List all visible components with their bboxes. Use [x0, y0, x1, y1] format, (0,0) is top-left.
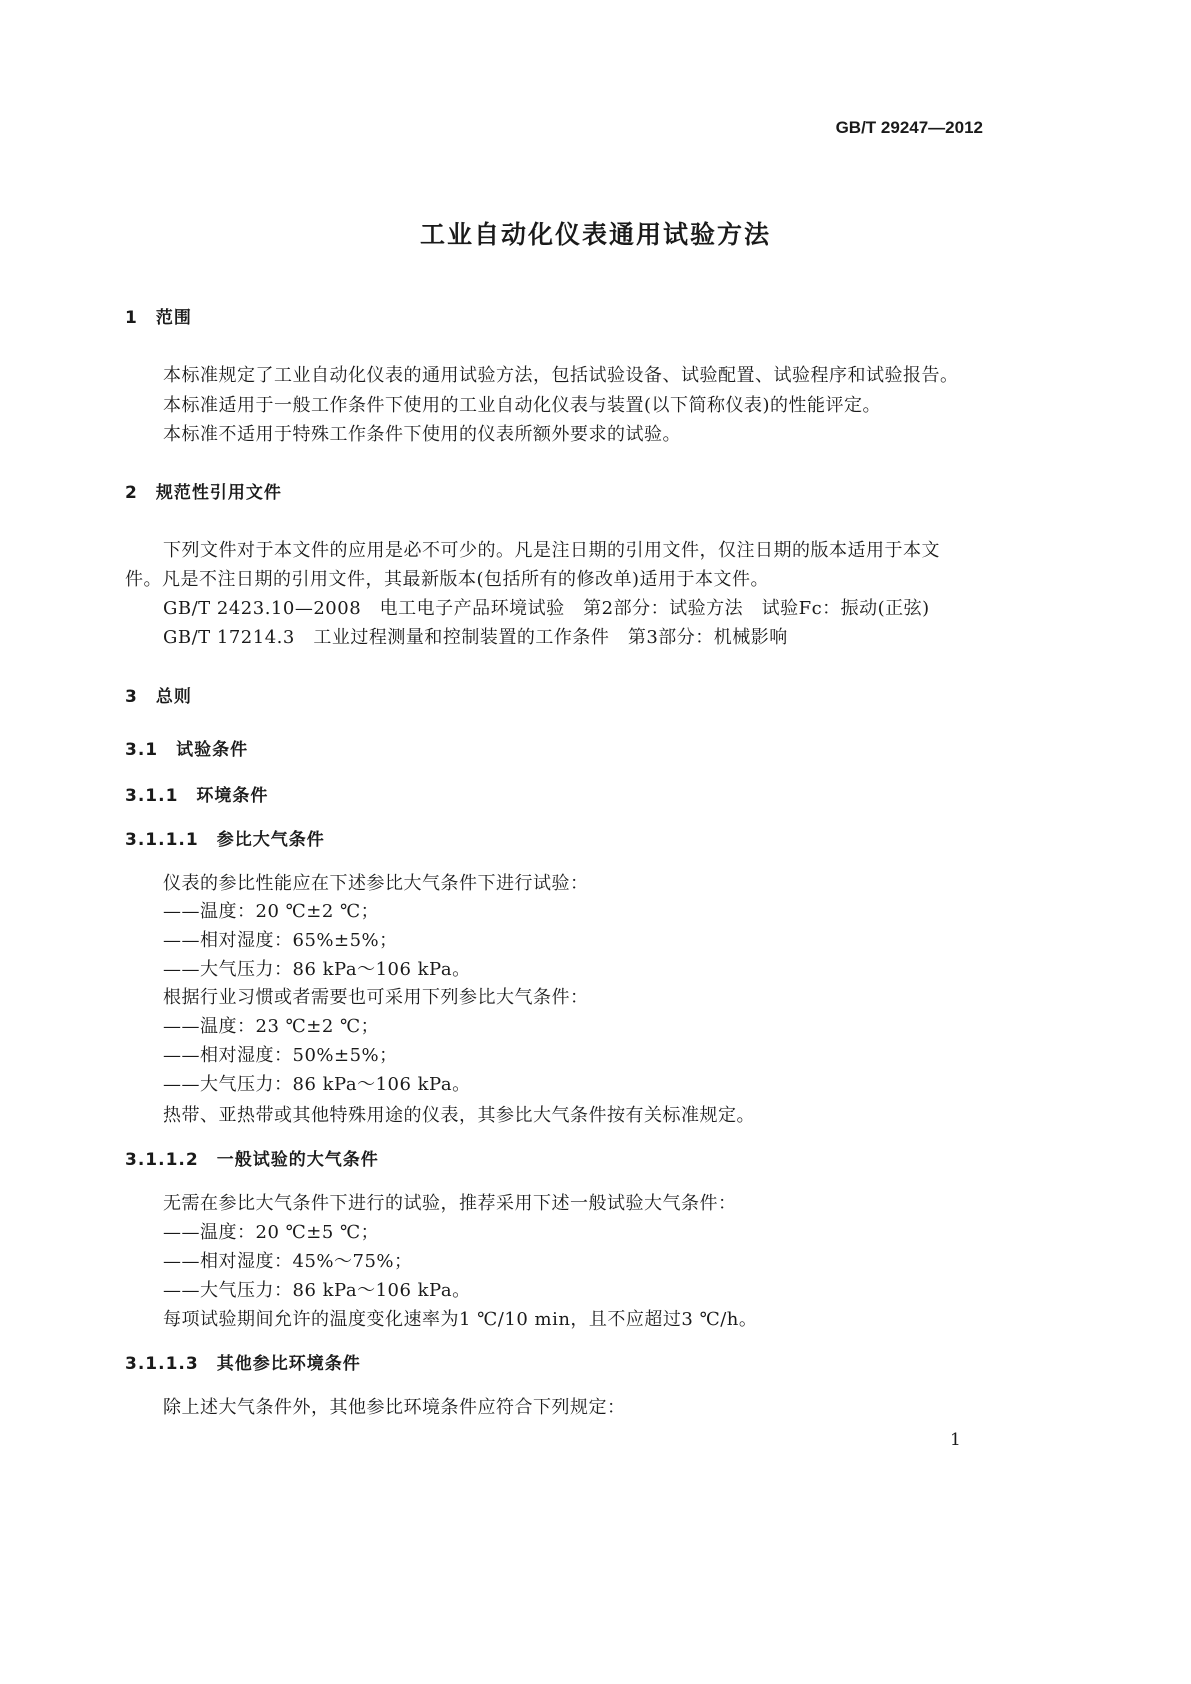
document-title: 工业自动化仪表通用试验方法: [419, 220, 771, 249]
list-item: ——温度：20 ℃±2 ℃；: [163, 901, 380, 922]
list-item: ——大气压力：86 kPa～106 kPa。: [163, 1280, 471, 1301]
paragraph: 件。凡是不注日期的引用文件，其最新版本(包括所有的修改单)适用于本文件。: [125, 569, 770, 590]
standard-number: GB/T 29247—2012: [835, 118, 983, 137]
list-item: ——大气压力：86 kPa～106 kPa。: [163, 959, 471, 980]
section-heading: 3.1 试验条件: [125, 740, 249, 760]
paragraph: 热带、亚热带或其他特殊用途的仪表，其参比大气条件按有关标准规定。: [163, 1105, 755, 1126]
paragraph: 仪表的参比性能应在下述参比大气条件下进行试验：: [163, 873, 589, 894]
section-heading: 3.1.1 环境条件: [125, 786, 269, 806]
section-heading: 3.1.1.3 其他参比环境条件: [125, 1354, 361, 1374]
reference-item: GB/T 17214.3 工业过程测量和控制装置的工作条件 第3部分：机械影响: [163, 627, 788, 648]
paragraph: 每项试验期间允许的温度变化速率为1 ℃/10 min，且不应超过3 ℃/h。: [163, 1309, 758, 1330]
paragraph: 除上述大气条件外，其他参比环境条件应符合下列规定：: [163, 1397, 626, 1418]
section-heading: 1 范围: [125, 308, 192, 328]
page-number: 1: [950, 1430, 961, 1450]
section-heading: 3.1.1.2 一般试验的大气条件: [125, 1150, 379, 1170]
list-item: ——大气压力：86 kPa～106 kPa。: [163, 1074, 471, 1095]
list-item: ——温度：20 ℃±5 ℃；: [163, 1222, 380, 1243]
paragraph: 下列文件对于本文件的应用是必不可少的。凡是注日期的引用文件，仅注日期的版本适用于本文: [163, 540, 940, 561]
paragraph: 根据行业习惯或者需要也可采用下列参比大气条件：: [163, 987, 589, 1008]
section-heading: 3.1.1.1 参比大气条件: [125, 830, 325, 850]
section-heading: 3 总则: [125, 687, 192, 707]
list-item: ——相对湿度：50%±5%；: [163, 1045, 398, 1066]
list-item: ——相对湿度：45%～75%；: [163, 1251, 413, 1272]
list-item: ——相对湿度：65%±5%；: [163, 930, 398, 951]
paragraph: 本标准适用于一般工作条件下使用的工业自动化仪表与装置(以下简称仪表)的性能评定。: [163, 395, 882, 416]
reference-item: GB/T 2423.10—2008 电工电子产品环境试验 第2部分：试验方法 试验Fc：振动(正弦): [163, 598, 930, 619]
section-heading: 2 规范性引用文件: [125, 483, 282, 503]
list-item: ——温度：23 ℃±2 ℃；: [163, 1016, 380, 1037]
paragraph: 本标准规定了工业自动化仪表的通用试验方法，包括试验设备、试验配置、试验程序和试验报告。: [163, 365, 959, 386]
paragraph: 本标准不适用于特殊工作条件下使用的仪表所额外要求的试验。: [163, 424, 681, 445]
paragraph: 无需在参比大气条件下进行的试验，推荐采用下述一般试验大气条件：: [163, 1193, 737, 1214]
